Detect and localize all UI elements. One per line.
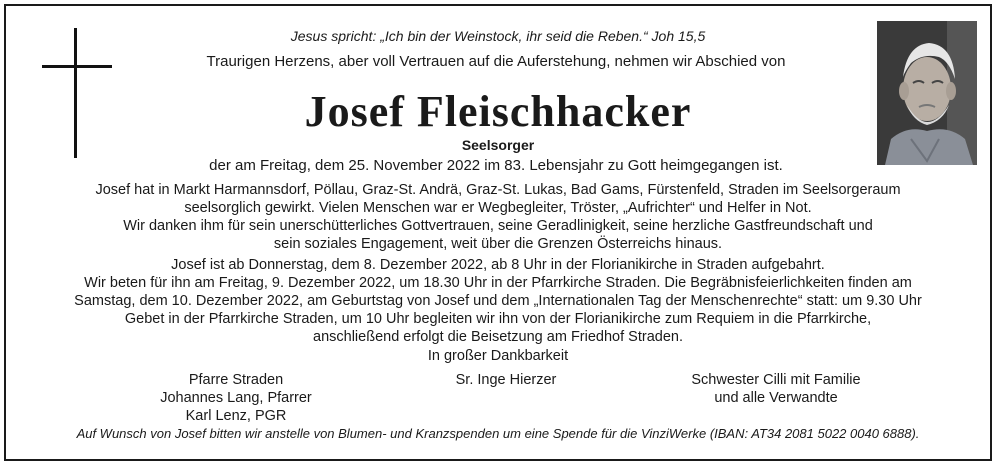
paragraph-line: Gebet in der Pfarrkirche Straden, um 10 Uhr begleiten wir ihn von der Florianikirche zum Requiem in die Pfarrkirche, (124, 311, 872, 327)
paragraph-line: Josef hat in Markt Harmannsdorf, Pöllau, Graz-St. Andrä, Graz-St. Lukas, Bad Gams, Fürstenfeld, Straden im Seelsorgeraum (95, 182, 901, 198)
paragraph-line: seelsorglich gewirkt. Vielen Menschen war er Wegbegleiter, Tröster, „Aufrichter“ und Helfer in Not. (184, 200, 812, 216)
signature-sister (426, 371, 586, 389)
deceased-role: Seelsorger (461, 137, 535, 153)
signature-line: Karl Lenz, PGR (185, 408, 287, 424)
signature-family (666, 371, 886, 407)
signature-line: Johannes Lang, Pfarrer (160, 390, 312, 406)
signature-line: Sr. Inge Hierzer (455, 372, 557, 388)
paragraph-line: anschließend erfolgt die Beisetzung am Friedhof Straden. (313, 329, 683, 345)
paragraph-line: sein soziales Engagement, weit über die Grenzen Österreichs hinaus. (273, 236, 723, 252)
bible-quote: Jesus spricht: „Ich bin der Weinstock, ihr seid die Reben.“ Joh 15,5 (290, 28, 706, 44)
paragraph-line: Wir danken ihm für sein unerschütterliches Gottvertrauen, seine Geradlinigkeit, seine herzliche Gastfreundschaft und (123, 218, 873, 234)
signature-line: und alle Verwandte (714, 390, 838, 406)
paragraph-line: Josef ist ab Donnerstag, dem 8. Dezember 2022, ab 8 Uhr in der Florianikirche in Straden aufgebahrt. (171, 257, 825, 273)
deceased-name: Josef Fleischhacker (304, 87, 692, 136)
donation-note: Auf Wunsch von Josef bitten wir anstelle von Blumen- und Kranzspenden um eine Spende für die VinziWerke (IBAN: AT34 2081 5022 0040 6888). (76, 426, 920, 441)
death-notice: der am Freitag, dem 25. November 2022 im 83. Lebensjahr zu Gott heimgegangen ist. (209, 157, 783, 174)
obituary-card (4, 4, 992, 461)
signature-line: Schwester Cilli mit Familie (691, 372, 861, 388)
signature-parish (146, 371, 326, 425)
gratitude-line: In großer Dankbarkeit (427, 348, 569, 364)
funeral-details-paragraph (6, 256, 990, 346)
paragraph-line: Wir beten für ihn am Freitag, 9. Dezember 2022, um 18.30 Uhr in der Pfarrkirche Straden. Die Begräbnisfeierlichkeiten finden am (84, 275, 912, 291)
biography-paragraph (6, 181, 990, 253)
signature-line: Pfarre Straden (188, 372, 284, 388)
paragraph-line: Samstag, dem 10. Dezember 2022, am Geburtstag von Josef und dem „Internationalen Tag der Menschenrechte“ statt: um 9.30 Uhr (74, 293, 922, 309)
intro-text: Traurigen Herzens, aber voll Vertrauen auf die Auferstehung, nehmen wir Abschied von (206, 53, 786, 70)
